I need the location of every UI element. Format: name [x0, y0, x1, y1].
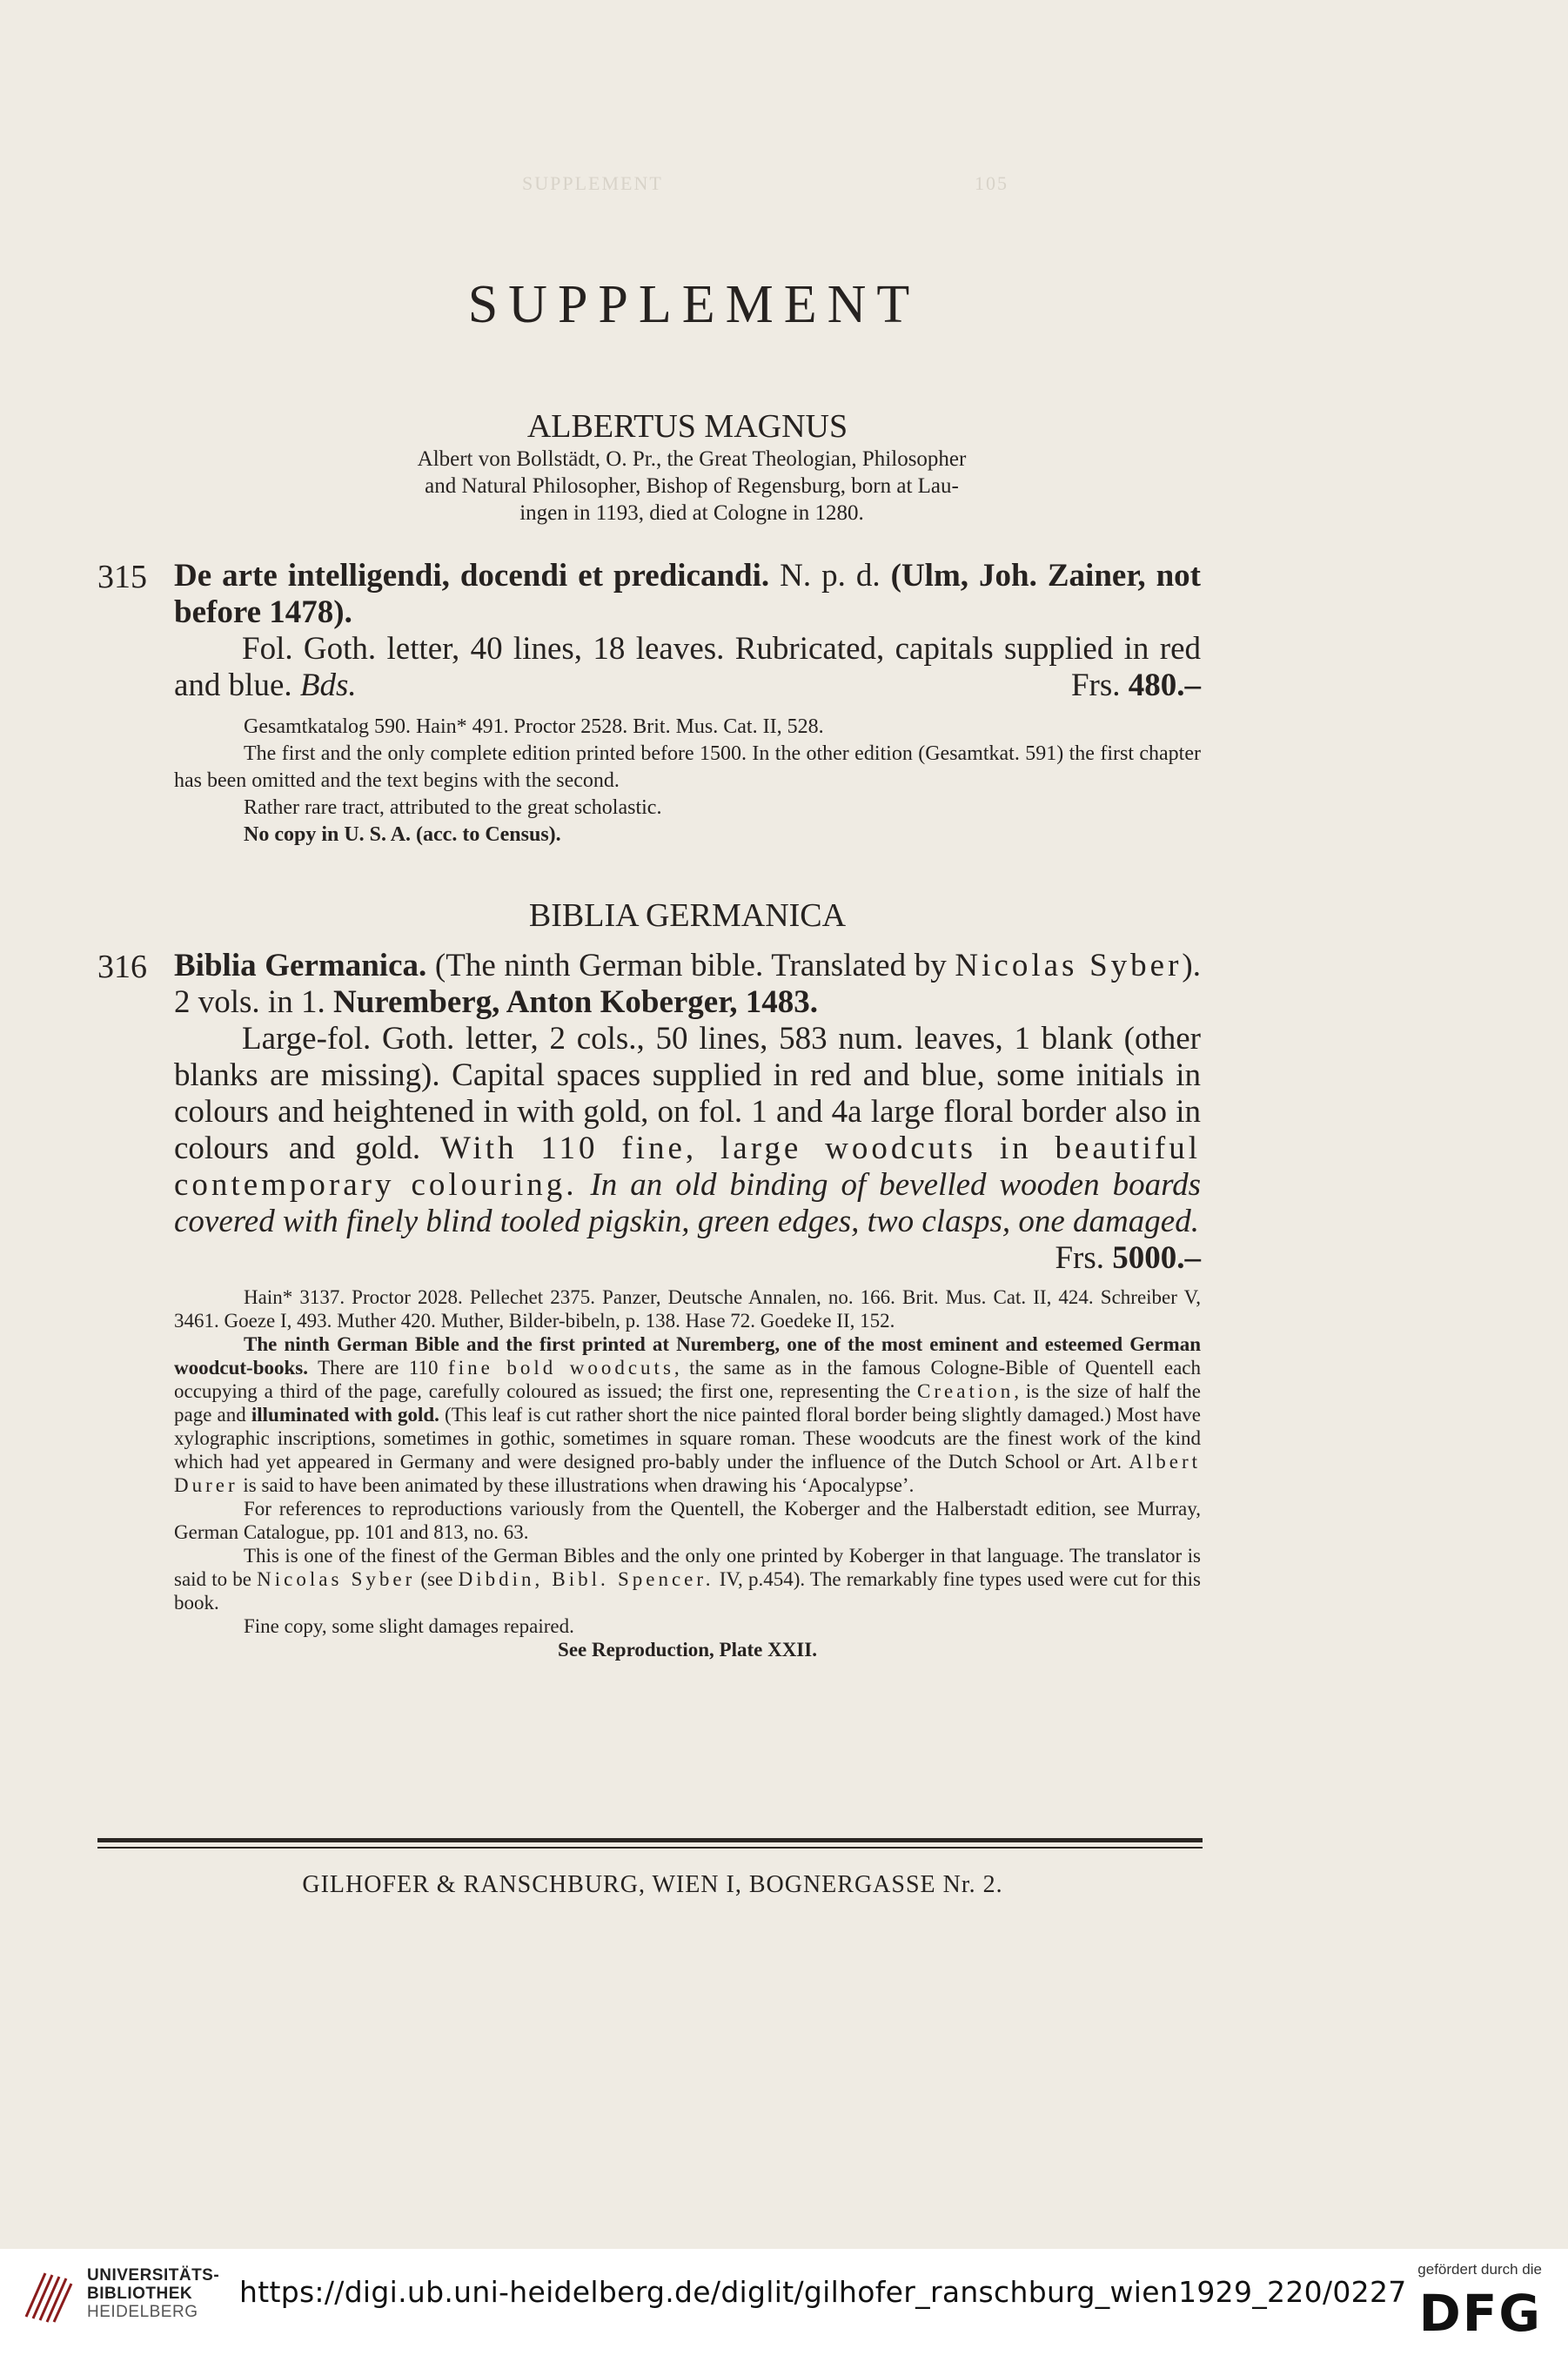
university-library-logo-icon: [19, 2265, 80, 2325]
library-name: [87, 2266, 219, 2321]
lot-title: [174, 948, 1201, 1021]
price-prefix: Frs.: [1070, 668, 1121, 703]
footer-rule: [97, 1847, 1203, 1849]
lot-description: [174, 631, 1201, 704]
references: Gesamtkatalog 590. Hain* 491. Proctor 2528. Brit. Mus. Cat. II, 528.: [244, 715, 824, 738]
library-name-line: UNIVERSITÄTS-: [87, 2266, 220, 2285]
census-note: No copy in U. S. A. (acc. to Census).: [244, 823, 561, 846]
translator-name: Nicolas Syber: [955, 948, 1183, 983]
plate-reference: See Reproduction, Plate XXII.: [558, 1639, 817, 1661]
note-text: IV, p.454). The remarkably fine types used were cut for this book.: [174, 1568, 1201, 1614]
note-text: , is the size of half the page and: [174, 1380, 1202, 1426]
note-spaced: Albert Durer: [174, 1451, 1201, 1496]
imprint: Nuremberg, Anton Koberger, 1483.: [332, 984, 818, 1020]
price-value: 480.–: [1128, 668, 1201, 703]
footer-rule: [97, 1838, 1203, 1842]
note-bold: The ninth German Bible and the first printed at Nuremberg, one of the most eminent and esteemed German woodcut-books.: [174, 1333, 1201, 1379]
section-heading-biblia: BIBLIA GERMANICA: [528, 897, 847, 934]
note: Fine copy, some slight damages repaired.: [244, 1615, 574, 1637]
title-plain: N. p. d.: [769, 558, 891, 594]
note: [174, 1544, 1201, 1614]
description: Fol. Goth. letter, 40 lines, 18 leaves. Rubricated, capitals supplied in red and blue.: [174, 631, 1201, 703]
note: Rather rare tract, attributed to the great scholastic.: [244, 796, 662, 819]
lot-315-notes: [174, 714, 1201, 849]
references: Hain* 3137. Proctor 2028. Pellechet 2375. Panzer, Deutsche Annalen, no. 166. Brit. Mus. Cat. II, 424. Schreiber V, 3461. Goeze I, 493. Muther 420. Muther, Bilder-bibeln, p. 138. Hase 72. Goedeke II, 152.: [174, 1286, 1201, 1332]
note-spaced: Nicolas Syber: [257, 1568, 416, 1590]
bio-line: Albert von Bollstädt, O. Pr., the Great Theologian, Philosopher: [417, 447, 967, 471]
title-bold: De arte intelligendi, docendi et predicandi.: [174, 558, 770, 594]
funding-note: gefördert durch die: [1417, 2261, 1542, 2278]
note-spaced: fine bold woodcuts: [448, 1357, 674, 1379]
note-bold: illuminated with gold.: [251, 1404, 439, 1426]
price: [987, 1240, 1201, 1277]
library-name-line: HEIDELBERG: [87, 2303, 198, 2321]
dfg-logo: DFG: [1418, 2284, 1542, 2343]
note-text: This is one of the finest of the German Bibles and the only one printed by Koberger in that language. The translator is said to be: [174, 1545, 1201, 1590]
note-spaced: Creation: [917, 1380, 1015, 1402]
library-name-line: BIBLIOTHEK: [87, 2285, 193, 2303]
price: [1003, 668, 1201, 704]
lot-number: 315: [97, 559, 147, 595]
note: [174, 1332, 1201, 1497]
woodcuts-highlight: With 110 fine, large woodcuts in beautiful contemporary colouring.: [174, 1131, 1201, 1203]
imprint: (Ulm, Joh. Zainer, not before 1478).: [174, 558, 1201, 630]
bio-line: ingen in 1193, died at Cologne in 1280.: [519, 501, 864, 525]
section-heading-albertus: ALBERTUS MAGNUS: [526, 408, 848, 445]
author-biography: [287, 446, 1096, 527]
page-title: SUPPLEMENT: [467, 275, 921, 334]
note-text: (see: [415, 1568, 459, 1590]
title-bold: Biblia Germanica.: [174, 948, 427, 983]
title-plain: ). 2 vols. in 1.: [174, 948, 1201, 1020]
note-spaced: Dibdin, Bibl. Spencer.: [458, 1568, 714, 1590]
publisher-footer: GILHOFER & RANSCHBURG, WIEN I, BOGNERGASSE Nr. 2.: [302, 1871, 1003, 1898]
lot-315-entry: [174, 558, 1201, 704]
note-text: is said to have been animated by these illustrations when drawing his ‘Apocalypse’.: [238, 1474, 915, 1496]
lot-316-notes: [174, 1285, 1201, 1661]
lot-316-entry: [174, 948, 1201, 1277]
show-through-page-number: 105: [975, 172, 1008, 194]
note-text: There are 110: [308, 1357, 449, 1379]
permalink-url[interactable]: https://digi.ub.uni-heidelberg.de/diglit/gilhofer_ranschburg_wien1929_220/0227: [239, 2275, 1407, 2309]
lot-number: 316: [97, 949, 147, 985]
description: Large-fol. Goth. letter, 2 cols., 50 lines, 583 num. leaves, 1 blank (other blanks are missing). Capital spaces supplied in red and blue, some initials in colours and heightened in with gold, on fol. 1 and 4a large floral border also in colours and gold.: [174, 1021, 1201, 1166]
lot-description: [174, 1021, 1201, 1276]
digitization-bar: [0, 2249, 1568, 2362]
note-text: (This leaf is cut rather short the nice painted floral border being slightly damaged.) Most have xylographic inscriptions, sometimes in gothic, sometimes in square roman. These woodcuts are the finest work of the kind which had yet appeared in Germany and were designed pro-bably under the influence of the Dutch School or Art.: [174, 1404, 1201, 1473]
note-text: , the same as in the famous Cologne-Bible of Quentell each occupying a third of the page, carefully coloured as issued; the first one, representing the: [174, 1357, 1202, 1402]
title-plain: (The ninth German bible. Translated by: [426, 948, 955, 983]
show-through-header: SUPPLEMENT: [522, 172, 663, 194]
note: For references to reproductions variously from the Quentell, the Koberger and the Halberstadt edition, see Murray, German Catalogue, pp. 101 and 813, no. 63.: [174, 1498, 1201, 1543]
lot-title: [174, 558, 1201, 631]
bio-line: and Natural Philosopher, Bishop of Regensburg, born at Lau-: [425, 474, 959, 498]
binding: In an old binding of bevelled wooden boards covered with finely blind tooled pigskin, green edges, two clasps, one damaged.: [174, 1167, 1201, 1239]
binding: Bds.: [299, 668, 357, 703]
price-prefix: Frs.: [1055, 1240, 1104, 1276]
note: The first and the only complete edition printed before 1500. In the other edition (Gesamtkat. 591) the first chapter has been omitted and the text begins with the second.: [174, 742, 1201, 792]
price-value: 5000.–: [1112, 1240, 1201, 1276]
